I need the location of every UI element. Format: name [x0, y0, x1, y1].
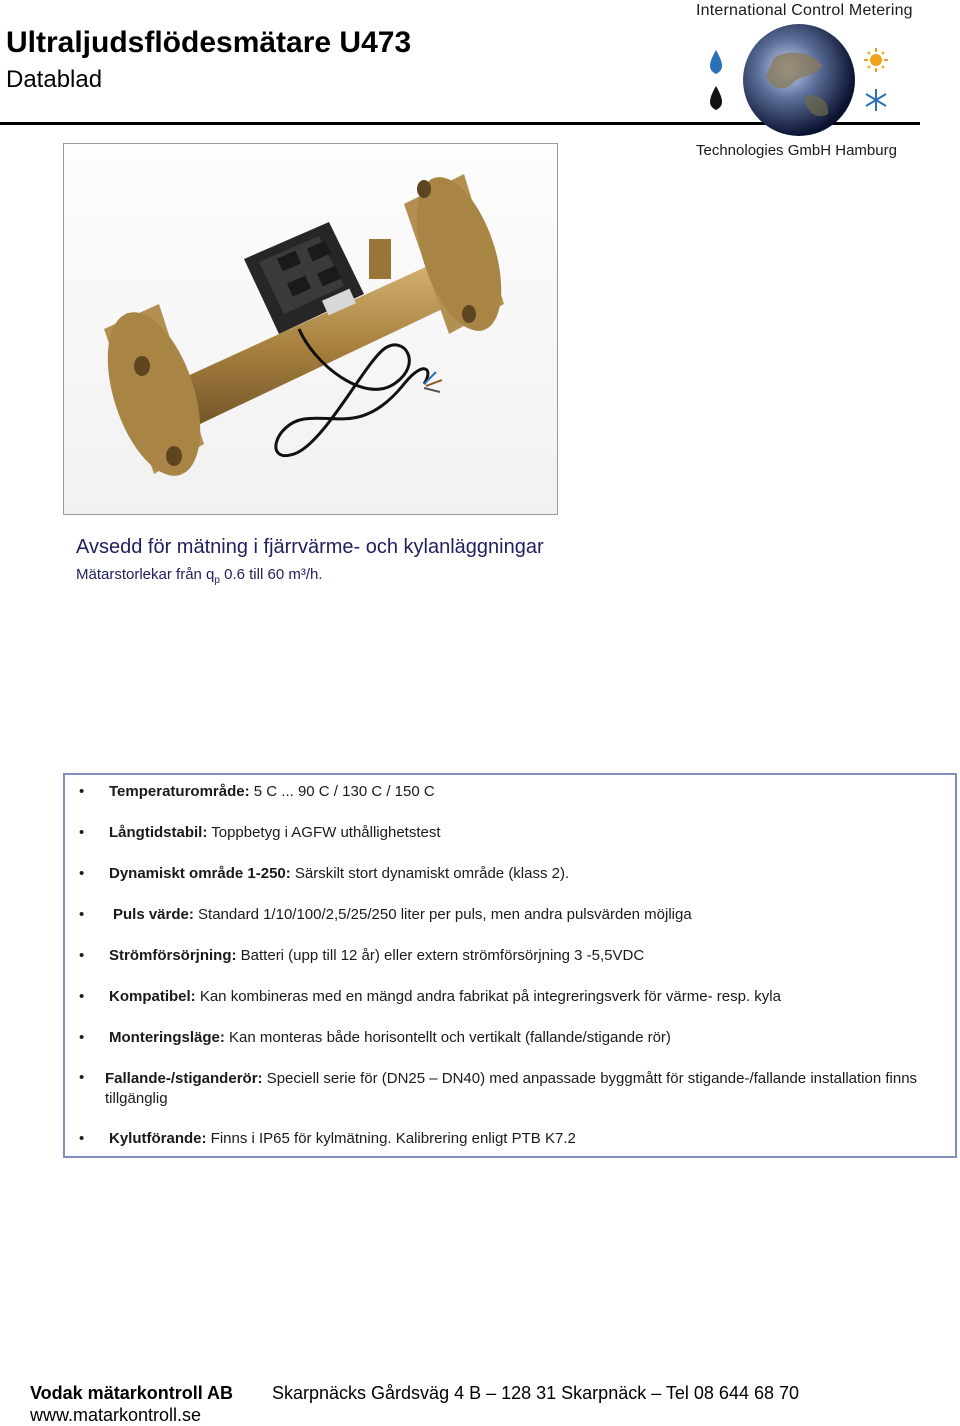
bullet: •	[79, 1069, 85, 1086]
bullet: •	[79, 1029, 85, 1046]
snowflake-icon	[866, 89, 886, 111]
company-logo	[694, 0, 924, 162]
globe-icon	[743, 24, 855, 136]
bullet: •	[79, 947, 85, 964]
product-photo	[63, 143, 558, 515]
sun-icon	[864, 48, 888, 72]
footer-company: Vodak mätarkontroll AB	[30, 1383, 234, 1403]
bullet: •	[79, 783, 85, 800]
logo-top-text: International Control Metering	[696, 2, 913, 19]
oil-drop-icon	[710, 86, 722, 110]
bullet: •	[79, 906, 85, 923]
bullet: •	[79, 865, 85, 882]
page-subtitle: Datablad	[6, 66, 103, 93]
logo-bottom-text: Technologies GmbH Hamburg	[696, 142, 897, 159]
spec-box: • Temperaturområde: 5 C ... 90 C / 130 C / 150 C • Långtidstabil: Toppbetyg i AGFW uthållighetstest • Dynamiskt område 1-250: Särskilt stort dynamiskt område (klass 2). • Puls värde: Standard 1/10/100/2,5/25/250 liter per puls, men andra pulsvärden möjliga • Strömförsörjning: Batteri (upp till 12 år) eller extern strömförsörjning 3 -5,5VDC • Kompatibel: Kan kombineras med en mängd andra fabrikat på integreringsverk för värme- resp. kyla • Monteringsläge: Kan monteras både horisontellt och vertikalt (fallande/stigande rör) • Fallande-/stiganderör: Speciell serie för (DN25 – DN40) med anpassade byggmått för stigande-/fallande installation finns tillgänglig • Kylutförande: Finns i IP65 för kylmätning. Kalibrering enligt PTB K7.2	[63, 773, 957, 1158]
page-title: Ultraljudsflödesmätare U473	[6, 26, 412, 59]
ultrasonic-flow-meter-photo	[64, 144, 557, 514]
footer-address: Skarpnäcks Gårdsväg 4 B – 128 31 Skarpnäck – Tel 08 644 68 70	[272, 1383, 800, 1403]
logo-emblem	[704, 18, 924, 140]
footer-website-link[interactable]: www.matarkontroll.se	[30, 1405, 202, 1425]
bullet: •	[79, 824, 85, 841]
intro-heading: Avsedd för mätning i fjärrvärme- och kylanläggningar	[76, 536, 544, 558]
bullet: •	[79, 1130, 85, 1147]
water-drop-icon	[710, 50, 722, 74]
bullet: •	[79, 988, 85, 1005]
meter-sizes-line: Mätarstorlekar från $q_p$ 0.6 till 60 m³/h.	[76, 566, 323, 586]
